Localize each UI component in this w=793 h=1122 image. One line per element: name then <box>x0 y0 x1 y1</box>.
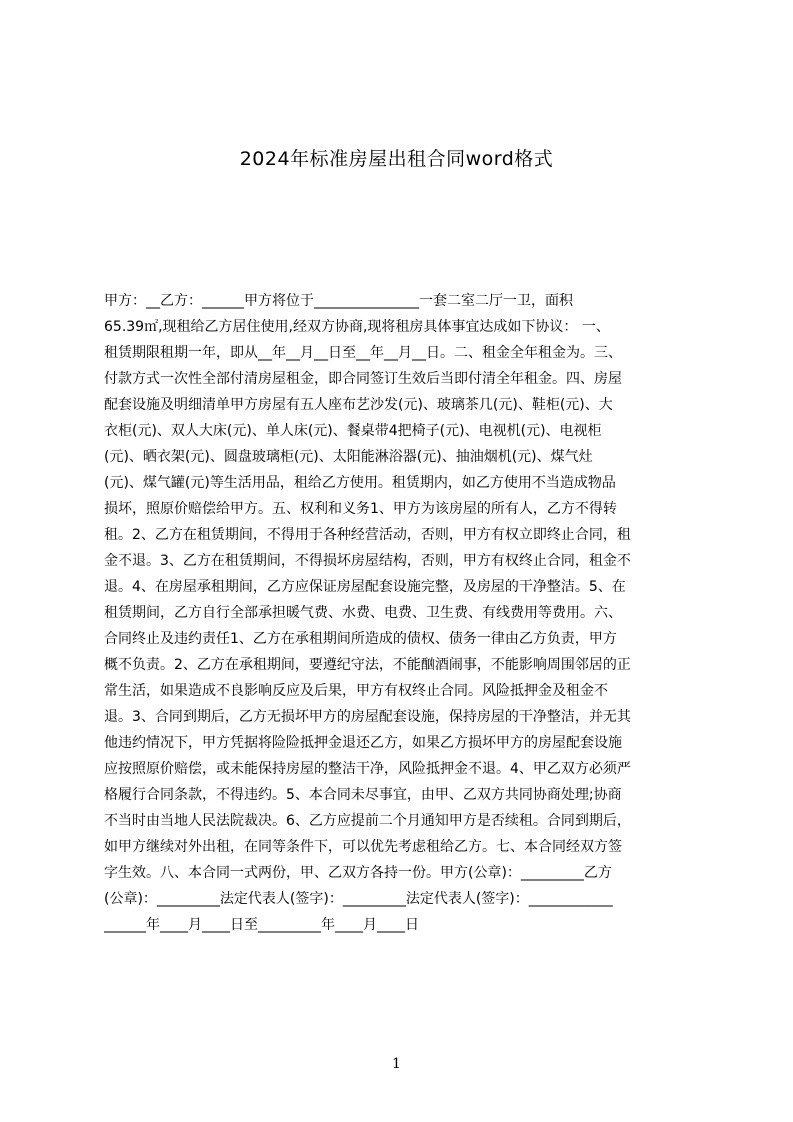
body-line: 甲方：__乙方：______甲方将位于_______________一套二室二厅一卫，面积 <box>104 293 573 309</box>
document-title: 2024年标准房屋出租合同word格式 <box>239 148 554 170</box>
page-number: 1 <box>392 1056 401 1072</box>
body-line: 他违约情况下，甲方凭据将险险抵押金退还乙方，如果乙方损坏甲方的房屋配套设施 <box>104 735 622 751</box>
body-line: (公章)：_________法定代表人(签字)：_________法定代表人(签字)：____________ <box>104 891 613 907</box>
body-line: (元)、晒衣架(元)、圆盘玻璃柜(元)、太阳能淋浴器(元)、抽油烟机(元)、煤气灶 <box>104 449 593 465</box>
body-line: 金不退。3、乙方在租赁期间，不得损坏房屋结构，否则，甲方有权终止合同，租金不 <box>104 553 631 569</box>
body-line: 损坏，照原价赔偿给甲方。五、权利和义务1、甲方为该房屋的所有人，乙方不得转 <box>104 501 617 517</box>
body-line: 概不负责。2、乙方在承租期间，要遵纪守法，不能酗酒闹事，不能影响周围邻居的正 <box>104 657 631 673</box>
body-line: 配套设施及明细清单甲方房屋有五人座布艺沙发(元)、玻璃茶几(元)、鞋柜(元)、大 <box>104 397 613 413</box>
body-line: 65.39㎡,现租给乙方居住使用,经双方协商,现将租房具体事宜达成如下协议： 一、 <box>104 319 610 335</box>
body-line: 应按照原价赔偿，或未能保持房屋的整洁干净，风险抵押金不退。4、甲乙双方必须严 <box>104 761 631 777</box>
body-line: 字生效。八、本合同一式两份，甲、乙双方各持一份。甲方(公章)：_________乙方 <box>104 865 612 881</box>
body-line: (元)、煤气罐(元)等生活用品，租给乙方使用。租赁期内，如乙方使用不当造成物品 <box>104 475 616 491</box>
body-line: 租赁期限租期一年，即从__年__月__日至__年__月__日。二、租金全年租金为。三、 <box>104 345 622 361</box>
body-line: 退。3、合同到期后，乙方无损坏甲方的房屋配套设施，保持房屋的干净整洁，并无其 <box>104 709 631 725</box>
body-line: 合同终止及违约责任1、乙方在承租期间所造成的债权、债务一律由乙方负责，甲方 <box>104 631 617 647</box>
contract-body <box>104 288 696 958</box>
body-line: 付款方式一次性全部付清房屋租金，即合同签订生效后当即付清全年租金。四、房屋 <box>104 371 622 387</box>
body-line: ______年____月____日至_________年____月____日 <box>104 917 419 933</box>
body-line: 常生活，如果造成不良影响反应及后果，甲方有权终止合同。风险抵押金及租金不 <box>104 683 608 699</box>
body-line: 租赁期间，乙方自行全部承担暖气费、水费、电费、卫生费、有线费用等费用。六、 <box>104 605 622 621</box>
body-line: 格履行合同条款，不得违约。5、本合同未尽事宜，由甲、乙双方共同协商处理;协商 <box>104 787 622 803</box>
body-line: 租。2、乙方在租赁期间，不得用于各种经营活动，否则，甲方有权立即终止合同，租 <box>104 527 631 543</box>
body-line: 如甲方继续对外出租，在同等条件下，可以优先考虑租给乙方。七、本合同经双方签 <box>104 839 622 855</box>
body-line: 衣柜(元)、双人大床(元)、单人床(元)、餐桌带4把椅子(元)、电视机(元)、电视柜 <box>104 423 602 439</box>
body-line: 不当时由当地人民法院裁决。6、乙方应提前二个月通知甲方是否续租。合同到期后， <box>104 813 631 829</box>
body-line: 退。4、在房屋承租期间，乙方应保证房屋配套设施完整，及房屋的干净整洁。5、在 <box>104 579 626 595</box>
